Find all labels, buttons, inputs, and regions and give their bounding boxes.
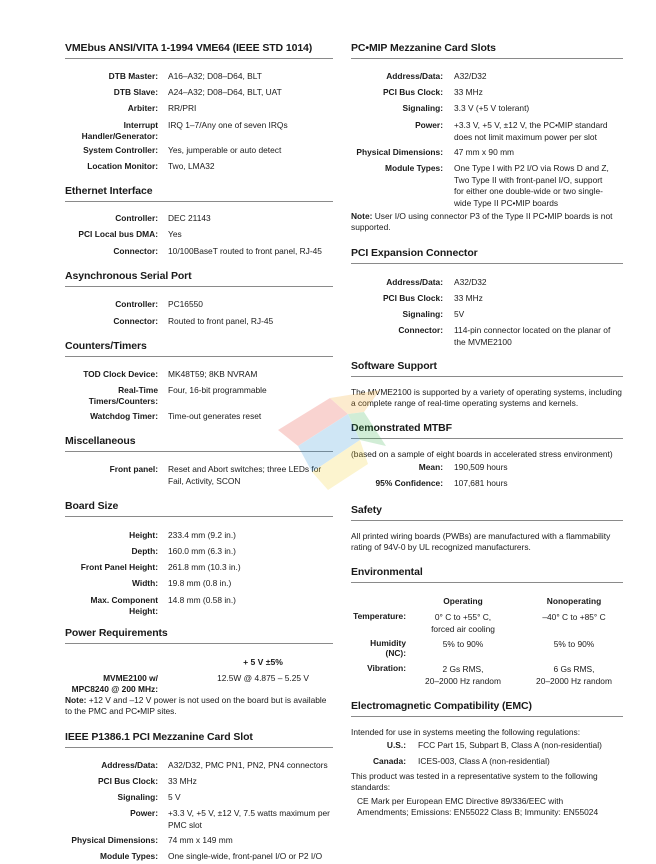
software-text: The MVME2100 is supported by a variety of operating systems, including a complete range of real-time operating systems and kernels. [351, 387, 622, 409]
section-divider [351, 716, 623, 717]
section-divider [351, 438, 623, 439]
spec-label: Module Types: [384, 163, 443, 173]
spec-value: 5 V [168, 792, 181, 802]
spec-value: Yes [168, 229, 182, 239]
section-pci-expansion [351, 245, 623, 264]
section-title: Safety [351, 504, 382, 516]
spec-value: Two, LMA32 [168, 161, 215, 171]
spec-value: 114-pin connector located on the planar of the MVME2100 [454, 325, 611, 347]
section-divider [65, 201, 333, 202]
section-software-support [351, 358, 623, 377]
spec-label: Power: [415, 120, 443, 130]
spec-label: Power: [130, 808, 158, 818]
section-divider [351, 520, 623, 521]
spec-label: 95% Confidence: [375, 478, 443, 488]
section-title: Counters/Timers [65, 340, 147, 352]
env-label: Temperature: [353, 611, 406, 621]
spec-value: DEC 21143 [168, 213, 211, 223]
spec-value: 3.3 V (+5 V tolerant) [454, 103, 530, 113]
spec-value: 33 MHz [454, 293, 483, 303]
spec-value: 74 mm x 149 mm [168, 835, 233, 845]
section-divider [65, 286, 333, 287]
emc-intro: Intended for use in systems meeting the following regulations: [351, 727, 581, 737]
power-note [65, 695, 333, 718]
spec-value: 12.5W @ 4.875 – 5.25 V [217, 673, 309, 683]
emc-ce-mark: CE Mark per European EMC Directive 89/336/EEC with Amendments; Emissions: EN55022 Class B; Immunity: EN55024 [357, 796, 599, 818]
emc-tested: This product was tested in a representative system to the following standards: [351, 771, 598, 793]
spec-value: +3.3 V, +5 V, ±12 V, the PC•MIP standard does not limit maximum power per slot [454, 120, 608, 142]
spec-label: PCI Bus Clock: [382, 87, 443, 97]
safety-text: All printed wiring boards (PWBs) are manufactured with a flammability rating of 94V-0 by UL recognized manufacturers. [351, 531, 611, 553]
env-value-operating: 2 Gs RMS, 20–2000 Hz random [425, 664, 501, 686]
spec-label: Address/Data: [101, 760, 158, 770]
spec-value: 160.0 mm (6.3 in.) [168, 546, 236, 556]
spec-value: A32/D32 [454, 277, 487, 287]
env-column-operating: Operating [443, 596, 483, 606]
section-safety [351, 502, 623, 521]
mtbf-intro: (based on a sample of eight boards in accelerated stress environment) [351, 449, 613, 459]
section-title: Environmental [351, 566, 423, 578]
spec-label: PCI Bus Clock: [382, 293, 443, 303]
spec-label: Location Monitor: [87, 161, 158, 171]
spec-label: PCI Local bus DMA: [78, 229, 158, 239]
spec-value: +3.3 V, +5 V, ±12 V, 7.5 watts maximum per PMC slot [168, 808, 330, 830]
note-label: Note: [351, 211, 373, 221]
spec-value: 33 MHz [454, 87, 483, 97]
spec-value: 233.4 mm (9.2 in.) [168, 530, 236, 540]
env-value-operating: 0° C to +55° C, forced air cooling [431, 612, 495, 634]
section-title: Electromagnetic Compatibility (EMC) [351, 700, 532, 712]
spec-value: Four, 16-bit programmable [168, 385, 267, 395]
spec-label: Width: [132, 578, 158, 588]
spec-value: 19.8 mm (0.8 in.) [168, 578, 232, 588]
section-title: Board Size [65, 500, 119, 512]
section-divider [351, 58, 623, 59]
spec-value: Time-out generates reset [168, 411, 262, 421]
spec-label: Arbiter: [127, 103, 158, 113]
spec-value: 33 MHz [168, 776, 197, 786]
spec-label: Watchdog Timer: [90, 411, 158, 421]
section-title: IEEE P1386.1 PCI Mezzanine Card Slot [65, 731, 253, 743]
section-divider [351, 263, 623, 264]
spec-value: One Type I with P2 I/O via Rows D and Z, Two Type II with front-panel I/O, support for either one double-wide or two single- wide Type II PC•MIP boards [454, 163, 609, 208]
section-divider [65, 451, 333, 452]
section-vmebus [65, 40, 333, 59]
spec-value: FCC Part 15, Subpart B, Class A (non-residential) [418, 740, 602, 750]
spec-label: Signaling: [402, 309, 443, 319]
section-title: PC•MIP Mezzanine Card Slots [351, 42, 496, 54]
spec-label: DTB Slave: [113, 87, 158, 97]
spec-label: TOD Clock Device: [83, 369, 158, 379]
section-divider [65, 58, 333, 59]
section-divider [65, 356, 333, 357]
section-title: PCI Expansion Connector [351, 247, 478, 259]
section-pcmip [351, 40, 623, 59]
section-divider [65, 643, 333, 644]
spec-value: PC16550 [168, 299, 203, 309]
note-text: +12 V and –12 V power is not used on the board but is available to the PMC and PC•MIP sites. [65, 695, 327, 717]
section-mtbf [351, 420, 623, 439]
spec-label: Controller: [115, 213, 158, 223]
section-ieee-pmc [65, 729, 333, 748]
section-serial-port [65, 268, 333, 287]
env-value-nonoperating: 6 Gs RMS, 20–2000 Hz random [536, 664, 612, 686]
spec-label: Connector: [113, 246, 158, 256]
section-title: Power Requirements [65, 627, 168, 639]
spec-value: A16–A32; D08–D64, BLT [168, 71, 262, 81]
section-counters-timers [65, 338, 333, 357]
section-divider [65, 747, 333, 748]
spec-value: 107,681 hours [454, 478, 508, 488]
spec-value: 10/100BaseT routed to front panel, RJ-45 [168, 246, 322, 256]
section-title: VMEbus ANSI/VITA 1-1994 VME64 (IEEE STD 1014) [65, 42, 313, 54]
spec-value: 14.8 mm (0.58 in.) [168, 595, 236, 605]
section-power-requirements [65, 625, 333, 644]
section-emc [351, 698, 623, 717]
env-column-nonoperating: Nonoperating [546, 596, 602, 606]
spec-value: Reset and Abort switches; three LEDs for Fail, Activity, SCON [168, 464, 322, 486]
spec-label: PCI Bus Clock: [97, 776, 158, 786]
section-board-size [65, 498, 333, 517]
spec-value: 261.8 mm (10.3 in.) [168, 562, 241, 572]
spec-value: 47 mm x 90 mm [454, 147, 515, 157]
spec-value: A32/D32 [454, 71, 487, 81]
section-title: Ethernet Interface [65, 185, 153, 197]
spec-value: IRQ 1–7/Any one of seven IRQs [168, 120, 288, 130]
env-value-nonoperating: –40° C to +85° C [542, 612, 606, 622]
spec-label: MVME2100 w/ MPC8240 @ 200 MHz: [71, 673, 158, 694]
spec-label: Max. Component Height: [90, 595, 158, 616]
spec-label: Address/Data: [386, 277, 443, 287]
spec-label: Connector: [398, 325, 443, 335]
spec-value: MK48T59; 8KB NVRAM [168, 369, 258, 379]
spec-label: Mean: [418, 462, 443, 472]
section-title: Asynchronous Serial Port [65, 270, 192, 282]
spec-label: Physical Dimensions: [71, 835, 158, 845]
section-environmental [351, 564, 623, 583]
spec-value: Routed to front panel, RJ-45 [168, 316, 274, 326]
spec-value: 190,509 hours [454, 462, 508, 472]
spec-value: RR/PRI [168, 103, 197, 113]
section-divider [351, 582, 623, 583]
spec-label: DTB Master: [108, 71, 158, 81]
env-value-operating: 5% to 90% [442, 639, 484, 649]
section-ethernet [65, 183, 333, 202]
pcmip-note [351, 211, 623, 234]
spec-label: Connector: [113, 316, 158, 326]
env-value-nonoperating: 5% to 90% [553, 639, 595, 649]
section-miscellaneous [65, 433, 333, 452]
section-title: Demonstrated MTBF [351, 422, 452, 434]
env-label: Vibration: [367, 663, 406, 673]
power-column-header: + 5 V ±5% [243, 657, 283, 667]
spec-label: Physical Dimensions: [356, 147, 443, 157]
spec-label: Signaling: [117, 792, 158, 802]
spec-value: ICES-003, Class A (non-residential) [418, 756, 550, 766]
spec-label: System Controller: [83, 145, 158, 155]
note-label: Note: [65, 695, 87, 705]
spec-label: Canada: [372, 756, 406, 766]
note-text: User I/O using connector P3 of the Type II PC•MIP boards is not supported. [351, 211, 613, 233]
spec-label: Address/Data: [386, 71, 443, 81]
env-label: Humidity (NC): [370, 638, 406, 658]
spec-label: Module Types: [99, 851, 158, 861]
spec-value: One single-wide, front-panel I/O or P2 I/O [168, 851, 323, 861]
spec-label: Interrupt Handler/Generator: [81, 120, 158, 141]
spec-value: Yes, jumperable or auto detect [168, 145, 282, 155]
spec-label: Real-Time Timers/Counters: [88, 385, 158, 406]
spec-label: Signaling: [402, 103, 443, 113]
section-divider [65, 516, 333, 517]
spec-value: A32/D32, PMC PN1, PN2, PN4 connectors [168, 760, 328, 770]
section-title: Miscellaneous [65, 435, 136, 447]
spec-label: Controller: [115, 299, 158, 309]
spec-value: 5V [454, 309, 465, 319]
spec-label: Front panel: [109, 464, 158, 474]
section-divider [351, 376, 623, 377]
spec-value: A24–A32; D08–D64, BLT, UAT [168, 87, 282, 97]
spec-label: Front Panel Height: [80, 562, 158, 572]
spec-label: Depth: [131, 546, 158, 556]
spec-label: U.S.: [386, 740, 406, 750]
section-title: Software Support [351, 360, 437, 372]
spec-label: Height: [129, 530, 158, 540]
